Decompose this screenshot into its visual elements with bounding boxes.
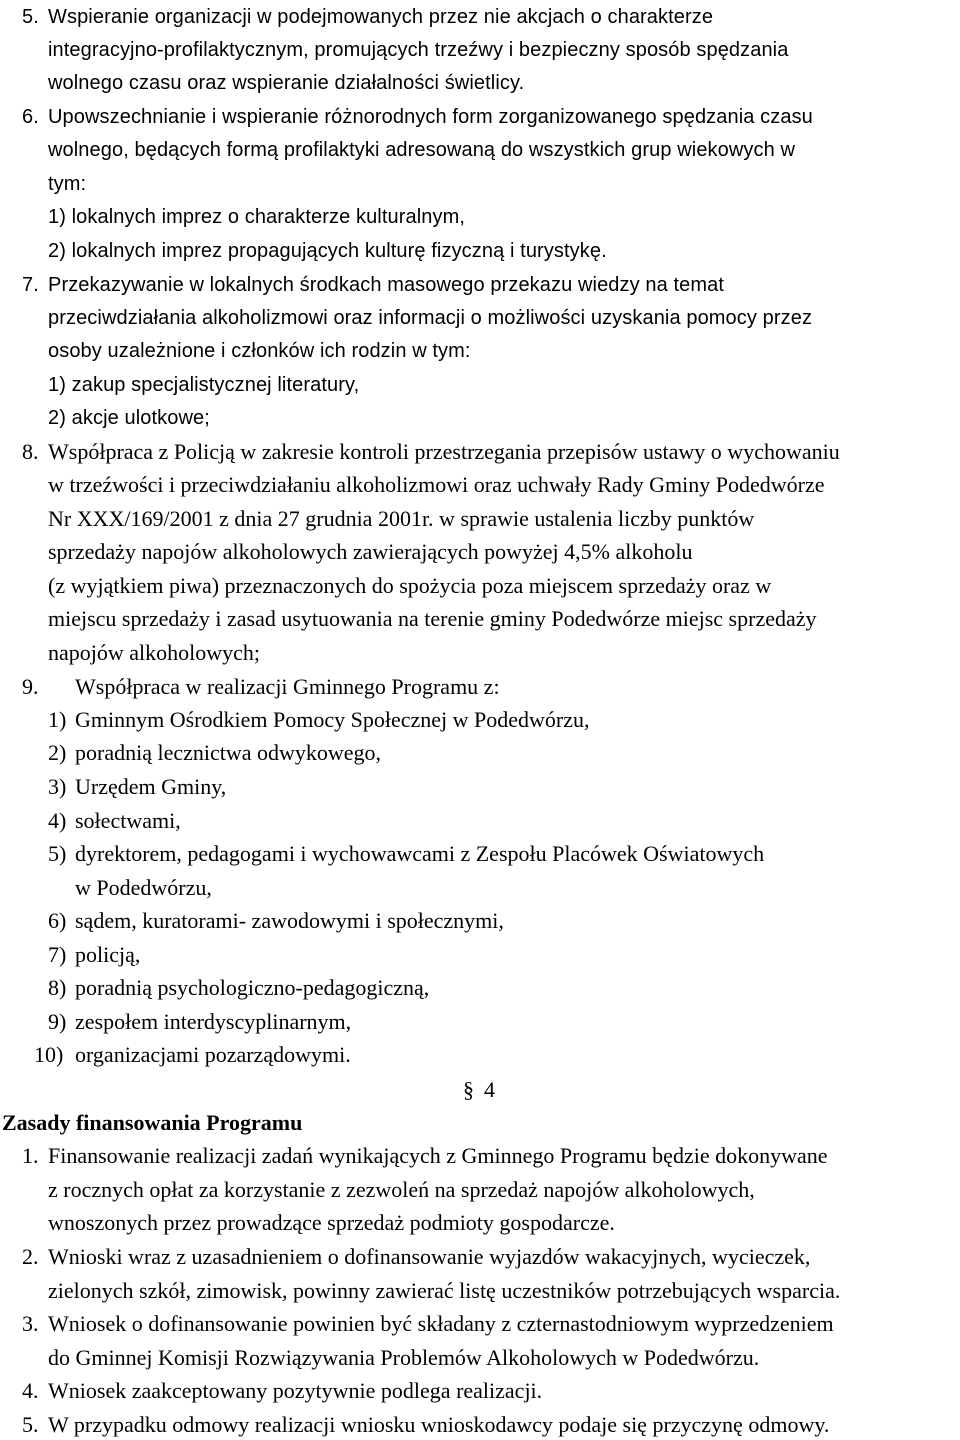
rule-2-line-1: Wnioski wraz z uzasadnieniem o dofinansowanie wyjazdów wakacyjnych, wycieczek,	[48, 1244, 811, 1269]
item-6-subitem-1: 1) lokalnych imprez o charakterze kulturalnym,	[48, 206, 465, 228]
item-7-number: 7.	[22, 274, 39, 296]
item-9-number: 9.	[22, 674, 39, 699]
item-9-title: Współpraca w realizacji Gminnego Programu z:	[75, 674, 500, 699]
item-8-line-3: Nr XXX/169/2001 z dnia 27 grudnia 2001r. w sprawie ustalenia liczby punktów	[48, 506, 755, 531]
item-7-line-1: Przekazywanie w lokalnych środkach masowego przekazu wiedzy na temat	[48, 274, 724, 296]
rule-3-line-1: Wniosek o dofinansowanie powinien być składany z czternastodniowym wyprzedzeniem	[48, 1311, 834, 1336]
item-8-line-4: sprzedaży napojów alkoholowych zawierających powyżej 4,5% alkoholu	[48, 539, 693, 564]
item-7-line-2: przeciwdziałania alkoholizmowi oraz informacji o możliwości uzyskania pomocy przez	[48, 307, 813, 329]
item-9-sub-num-4: 4)	[48, 808, 67, 833]
rule-5-number: 5.	[22, 1412, 39, 1437]
rule-4-line-1: Wniosek zaakceptowany pozytywnie podlega realizacji.	[48, 1378, 543, 1403]
item-9-sub-text-5-cont: w Podedwórzu,	[75, 875, 212, 900]
item-9-sub-num-2: 2)	[48, 740, 67, 765]
item-9-sub-num-10: 10)	[34, 1042, 64, 1067]
item-8-line-5: (z wyjątkiem piwa) przeznaczonych do spożycia poza miejscem sprzedaży oraz w	[48, 573, 772, 598]
item-8-line-1: Współpraca z Policją w zakresie kontroli przestrzegania przepisów ustawy o wychowaniu	[48, 439, 840, 464]
item-9-sub-num-3: 3)	[48, 774, 67, 799]
item-7-subitem-1: 1) zakup specjalistycznej literatury,	[48, 374, 360, 396]
rule-3-line-2: do Gminnej Komisji Rozwiązywania Problemów Alkoholowych w Podedwórzu.	[48, 1345, 760, 1370]
item-9-sub-text-3: Urzędem Gminy,	[75, 774, 227, 799]
item-9-sub-text-5: dyrektorem, pedagogami i wychowawcami z Zespołu Placówek Oświatowych	[75, 841, 765, 866]
item-9-sub-text-6: sądem, kuratorami- zawodowymi i społecznymi,	[75, 908, 504, 933]
item-9-sub-text-8: poradnią psychologiczno-pedagogiczną,	[75, 975, 430, 1000]
item-5-line-3: wolnego czasu oraz wspieranie działalności świetlicy.	[48, 72, 525, 94]
item-9-sub-text-2: poradnią lecznictwa odwykowego,	[75, 740, 382, 765]
rule-1-line-1: Finansowanie realizacji zadań wynikających z Gminnego Programu będzie dokonywane	[48, 1143, 828, 1168]
rule-1-line-3: wnoszonych przez prowadzące sprzedaż podmioty gospodarcze.	[48, 1210, 615, 1235]
item-9-sub-num-6: 6)	[48, 908, 67, 933]
item-9-sub-text-7: policją,	[75, 942, 141, 967]
item-6-line-3: tym:	[48, 173, 87, 195]
item-9-sub-num-7: 7)	[48, 942, 67, 967]
rule-1-line-2: z rocznych opłat za korzystanie z zezwoleń na sprzedaż napojów alkoholowych,	[48, 1177, 755, 1202]
item-7-line-3: osoby uzależnione i członków ich rodzin w tym:	[48, 340, 471, 362]
item-8-line-7: napojów alkoholowych;	[48, 640, 261, 665]
section-heading: Zasady finansowania Programu	[2, 1110, 303, 1135]
item-8-line-6: miejscu sprzedaży i zasad usytuowania na terenie gminy Podedwórze miejsc sprzedaży	[48, 606, 817, 631]
item-5-line-2: integracyjno-profilaktycznym, promujących trzeźwy i bezpieczny sposób spędzania	[48, 39, 789, 61]
item-6-subitem-2: 2) lokalnych imprez propagujących kulturę fizyczną i turystykę.	[48, 240, 607, 262]
rule-3-number: 3.	[22, 1311, 39, 1336]
item-9-sub-text-4: sołectwami,	[75, 808, 181, 833]
item-9-sub-num-1: 1)	[48, 707, 67, 732]
item-9-sub-num-5: 5)	[48, 841, 67, 866]
item-9-sub-text-10: organizacjami pozarządowymi.	[75, 1042, 351, 1067]
item-5-line-1: Wspieranie organizacji w podejmowanych przez nie akcjach o charakterze	[48, 6, 714, 28]
rule-1-number: 1.	[22, 1143, 39, 1168]
rule-2-number: 2.	[22, 1244, 39, 1269]
paragraph-number: 4	[484, 1077, 495, 1102]
item-8-line-2: w trzeźwości i przeciwdziałaniu alkoholizmowi oraz uchwały Rady Gminy Podedwórze	[48, 472, 825, 497]
item-6-line-2: wolnego, będących formą profilaktyki adresowaną do wszystkich grup wiekowych w	[48, 139, 796, 161]
item-9-sub-text-9: zespołem interdyscyplinarnym,	[75, 1009, 352, 1034]
rule-5-line-1: W przypadku odmowy realizacji wniosku wnioskodawcy podaje się przyczynę odmowy.	[48, 1412, 830, 1437]
item-6-line-1: Upowszechnianie i wspieranie różnorodnych form zorganizowanego spędzania czasu	[48, 106, 813, 128]
item-9-sub-text-1: Gminnym Ośrodkiem Pomocy Społecznej w Podedwórzu,	[75, 707, 590, 732]
item-6-number: 6.	[22, 106, 39, 128]
item-9-sub-num-8: 8)	[48, 975, 67, 1000]
item-8-number: 8.	[22, 439, 39, 464]
item-5-number: 5.	[22, 6, 39, 28]
paragraph-sign: §	[463, 1077, 474, 1102]
item-9-sub-num-9: 9)	[48, 1009, 67, 1034]
item-7-subitem-2: 2) akcje ulotkowe;	[48, 407, 210, 429]
rule-4-number: 4.	[22, 1378, 39, 1403]
rule-2-line-2: zielonych szkół, zimowisk, powinny zawierać listę uczestników potrzebujących wsparcia.	[48, 1278, 841, 1303]
